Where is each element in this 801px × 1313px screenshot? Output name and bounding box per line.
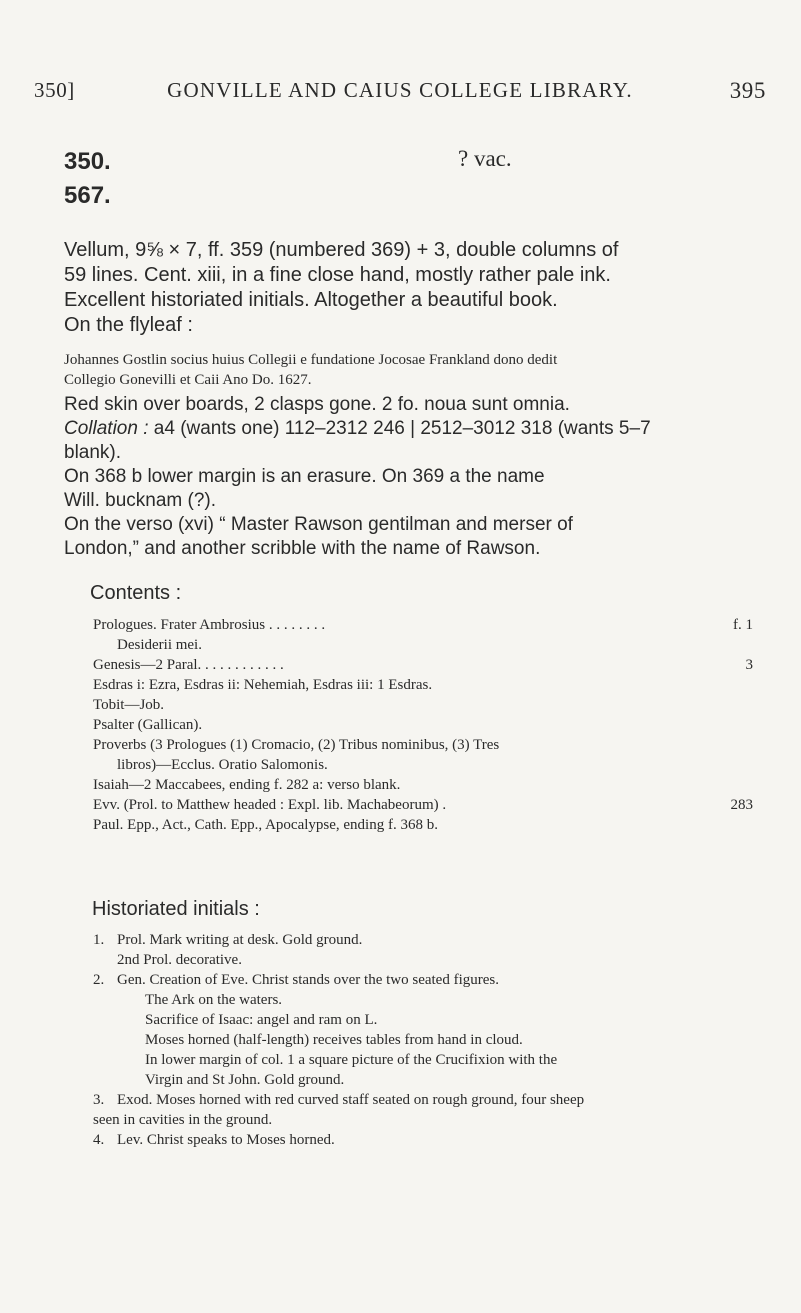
- flyleaf-label: On the flyleaf :: [64, 314, 193, 336]
- contents-row: [93, 775, 753, 795]
- contents-list: [93, 615, 753, 835]
- contents-text: Evv. (Prol. to Matthew headed : Expl. lib. Machabeorum) .: [93, 797, 447, 813]
- contents-text: libros)—Ecclus. Oratio Salomonis.: [117, 757, 328, 773]
- entry-number-350: 350.: [64, 148, 111, 175]
- initial-row: [93, 1030, 753, 1050]
- contents-row: [93, 695, 753, 715]
- collation-line: [64, 417, 764, 441]
- entry-status: ? vac.: [458, 146, 512, 171]
- contents-folio: 3: [745, 657, 753, 673]
- contents-row: [93, 675, 753, 695]
- initial-description: 2nd Prol. decorative.: [117, 952, 242, 968]
- flyleaf-inscription: [64, 350, 764, 390]
- running-header: [34, 78, 766, 112]
- initials-heading: Historiated initials :: [92, 898, 260, 920]
- initial-description: Lev. Christ speaks to Moses horned.: [117, 1132, 335, 1148]
- contents-row: [93, 655, 753, 675]
- initial-number: 4.: [93, 1132, 105, 1148]
- contents-row: [93, 795, 753, 815]
- initial-row: [93, 950, 753, 970]
- initial-number: 1.: [93, 932, 105, 948]
- initial-row: [93, 990, 753, 1010]
- running-title: GONVILLE AND CAIUS COLLEGE LIBRARY.: [167, 78, 633, 102]
- page-number: 395: [729, 78, 766, 103]
- note-line: Will. bucknam (?).: [64, 490, 217, 511]
- initial-description: Sacrifice of Isaac: angel and ram on L.: [145, 1012, 378, 1028]
- initial-description: Exod. Moses horned with red curved staff seated on rough ground, four sheep: [117, 1092, 585, 1108]
- inscription-line: Collegio Gonevilli et Caii Ano Do. 1627.: [64, 372, 312, 388]
- initial-number: 3.: [93, 1092, 105, 1108]
- note-line: On the verso (xvi) “ Master Rawson gentilman and merser of: [64, 514, 573, 535]
- initial-description: Prol. Mark writing at desk. Gold ground.: [117, 932, 363, 948]
- contents-row: [93, 635, 753, 655]
- initial-row: [93, 1050, 753, 1070]
- binding-line: Red skin over boards, 2 clasps gone. 2 fo. noua sunt omnia.: [64, 394, 570, 415]
- contents-text: Isaiah—2 Maccabees, ending f. 282 a: verso blank.: [93, 777, 401, 793]
- contents-text: Esdras i: Ezra, Esdras ii: Nehemiah, Esdras iii: 1 Esdras.: [93, 677, 433, 693]
- initial-row: [93, 1130, 753, 1150]
- initial-row: [93, 1070, 753, 1090]
- contents-text: Tobit—Job.: [93, 697, 165, 713]
- initial-row: [93, 1090, 753, 1110]
- contents-text: Genesis—2 Paral. . . . . . . . . . . .: [93, 657, 284, 673]
- page-reference: 350]: [34, 78, 75, 102]
- initial-description: seen in cavities in the ground.: [93, 1112, 273, 1128]
- inscription-line: Johannes Gostlin socius huius Collegii e fundatione Jocosae Frankland dono dedit: [64, 352, 558, 368]
- initials-list: [93, 930, 753, 1150]
- note-line: On 368 b lower margin is an erasure. On 369 a the name: [64, 466, 545, 487]
- contents-heading: Contents :: [90, 582, 182, 604]
- initial-number: 2.: [93, 972, 105, 988]
- collation-formula: a4 (wants one) 112–2312 246 | 2512–3012 318 (wants 5–7: [148, 418, 651, 439]
- description-line: Vellum, 9⅝ × 7, ff. 359 (numbered 369) + 3, double columns of: [64, 239, 619, 261]
- binding-collation: [64, 393, 764, 561]
- note-line: London,” and another scribble with the name of Rawson.: [64, 538, 541, 559]
- contents-folio: f. 1: [733, 617, 753, 633]
- contents-row: [93, 815, 753, 835]
- contents-row: [93, 735, 753, 755]
- entry-number-567: 567.: [64, 182, 111, 209]
- contents-text: Prologues. Frater Ambrosius . . . . . . . .: [93, 617, 326, 633]
- initial-row: [93, 930, 753, 950]
- contents-row: [93, 755, 753, 775]
- initial-description: Moses horned (half-length) receives tables from hand in cloud.: [145, 1032, 523, 1048]
- initial-description: The Ark on the waters.: [145, 992, 283, 1008]
- initial-description: Gen. Creation of Eve. Christ stands over the two seated figures.: [117, 972, 499, 988]
- contents-text: Desiderii mei.: [117, 637, 202, 653]
- collation-label: Collation :: [64, 418, 149, 439]
- contents-row: [93, 715, 753, 735]
- collation-line: blank).: [64, 442, 122, 463]
- contents-text: Paul. Epp., Act., Cath. Epp., Apocalypse, ending f. 368 b.: [93, 817, 438, 833]
- initial-description: Virgin and St John. Gold ground.: [145, 1072, 345, 1088]
- contents-row: [93, 615, 753, 635]
- initial-description: In lower margin of col. 1 a square picture of the Crucifixion with the: [145, 1052, 558, 1068]
- description-line: Excellent historiated initials. Altogether a beautiful book.: [64, 289, 558, 311]
- initial-row: [93, 970, 753, 990]
- contents-text: Psalter (Gallican).: [93, 717, 203, 733]
- physical-description: [64, 238, 764, 390]
- initial-row: [93, 1110, 753, 1130]
- description-line: 59 lines. Cent. xiii, in a fine close hand, mostly rather pale ink.: [64, 264, 611, 286]
- contents-text: Proverbs (3 Prologues (1) Cromacio, (2) Tribus nominibus, (3) Tres: [93, 737, 500, 753]
- initial-row: [93, 1010, 753, 1030]
- contents-folio: 283: [730, 797, 753, 813]
